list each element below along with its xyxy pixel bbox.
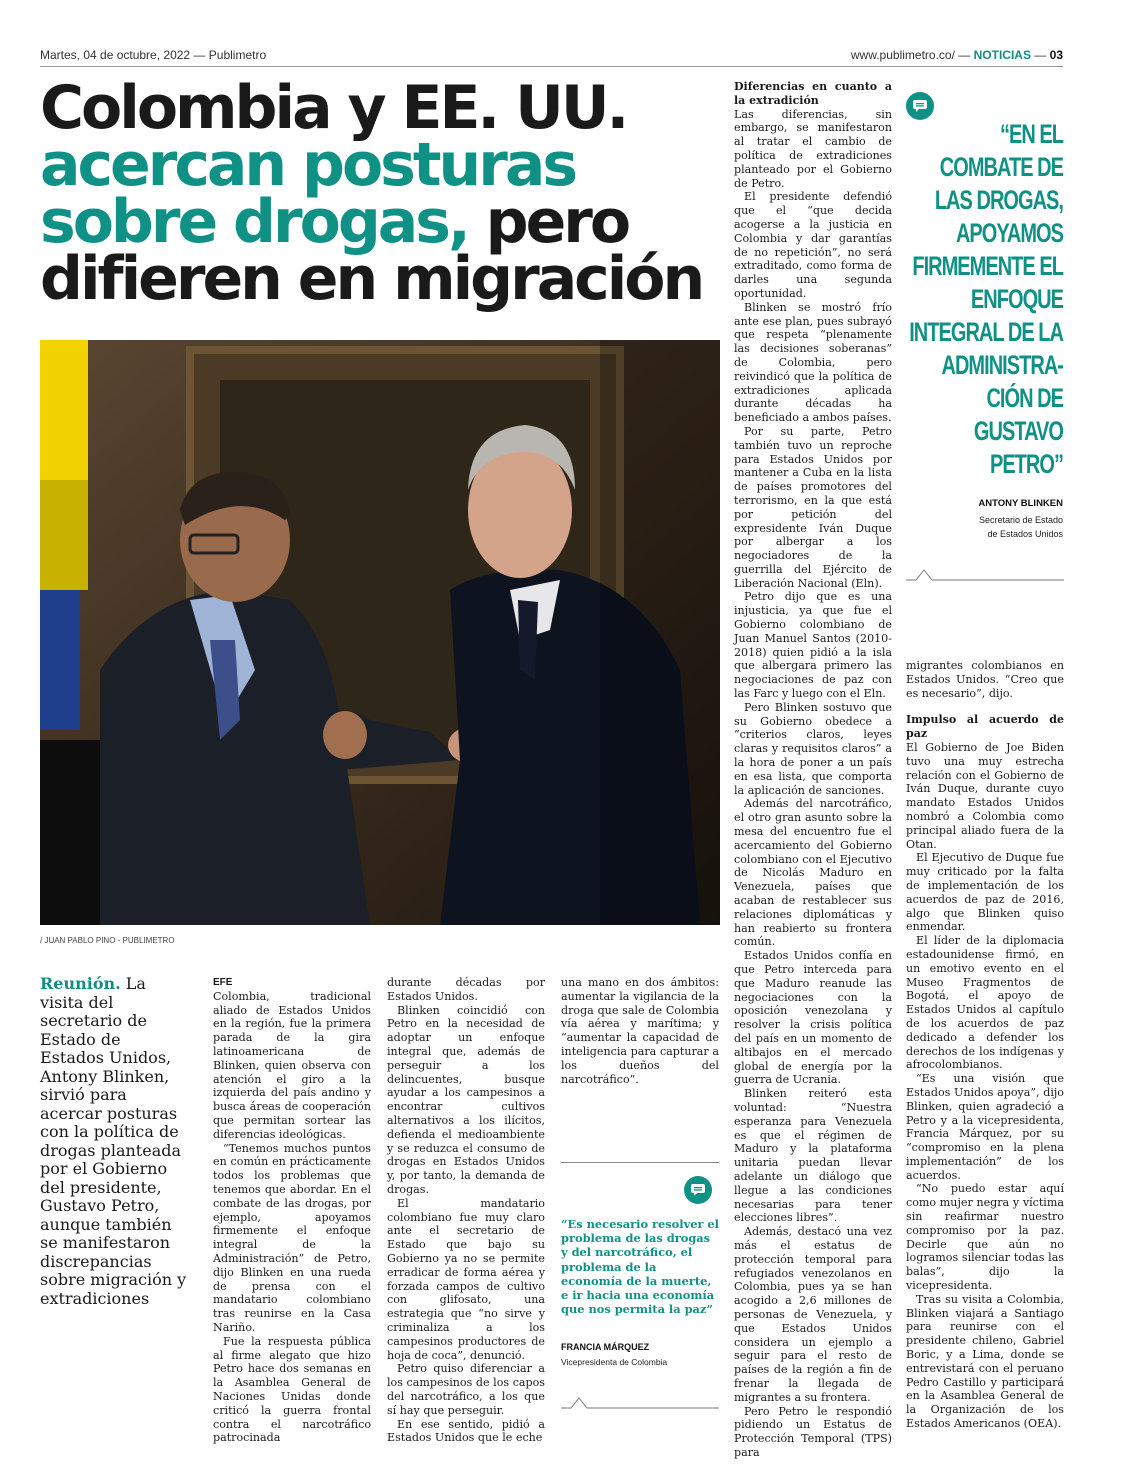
paragraph: durante décadas por Estados Unidos. xyxy=(387,976,545,1003)
header-right xyxy=(851,48,1063,62)
quote-line: APOYAMOS xyxy=(955,218,1063,248)
pull-quote-blinken xyxy=(900,118,1063,481)
headline-line-2: acercan posturas xyxy=(40,130,576,200)
paragraph: Además, destacó una vez más el estatus de protección temporal para refugiados venezolanos en Colombia, pues ya se han acogido a 2,6 millones de personas de Venezuela, y que Estados Unidos considera un ejemplo a seguir para el resto de países de la región a fin de frenar la llegada de migrantes a su frontera. xyxy=(734,1225,892,1404)
paragraph: En ese sentido, pidió a Estados Unidos que le eche xyxy=(387,1417,545,1445)
quote-line: “EN EL xyxy=(999,119,1063,149)
subhead-paz: Impulso al acuerdo de paz xyxy=(906,713,1064,741)
page-separator: — xyxy=(1034,48,1047,62)
quote-rule-bottom xyxy=(561,1396,719,1410)
quote-line: COMBATE DE xyxy=(939,152,1063,182)
paragraph: Colombia, tradicional aliado de Estados Unidos en la región, fue la primera parada de la gira latinoamericana de Blinken, quien observa con atención el giro a la izquierda del país andino y busca áreas de cooperación que permitan sortear las diferencias ideológicas. xyxy=(213,989,371,1141)
photo-illustration xyxy=(40,340,720,925)
pull-quote-role: Vicepresidenta de Colombia xyxy=(561,1357,668,1367)
body-column-4 xyxy=(734,80,892,1460)
lead-text: La visita del secretario de Estado de Estados Unidos, Antony Blinken, sirvió para acercar posturas con la política de drogas planteada por el Gobierno del presidente, Gustavo Petro, aunque también se manifestaron discrepancias sobre migración y extradiciones xyxy=(40,974,187,1308)
headline-line-3-green: sobre drogas, xyxy=(40,187,468,257)
header-rule xyxy=(40,66,1063,67)
subhead-extradicion: Diferencias en cuanto a la extradición xyxy=(734,80,892,107)
paragraph: Blinken se mostró frío ante ese plan, pues subrayó que respeta “plenamente las decisiones soberanas” de Colombia, pero reivindicó que la política de extradiciones aplicada durante décadas ha beneficiado a ambos países. xyxy=(734,300,892,425)
body-column-2 xyxy=(387,976,545,1445)
website-url: www.publimetro.co/ — xyxy=(850,48,971,62)
photo-credit: / JUAN PABLO PINO - PUBLIMETRO xyxy=(40,936,175,945)
paragraph: El presidente defendió que el “que decida acogerse a la justicia en Colombia y dar garantías de no repetición”, no será extraditado, como forma de darles una segunda oportunidad. xyxy=(734,190,892,300)
date-line: Martes, 04 de octubre, 2022 — Publimetro xyxy=(40,48,267,62)
paragraph: Fue la respuesta pública al firme alegato que hizo Petro hace dos semanas en la Asamblea General de Naciones Unidas donde criticó la guerra frontal contra el narcotráfico patrocinada xyxy=(213,1334,371,1445)
quote-line: ENFOQUE xyxy=(970,284,1063,314)
quote-line: FIRMEMENTE EL xyxy=(912,251,1063,281)
paragraph: El Gobierno de Joe Biden tuvo una muy estrecha relación con el Gobierno de Iván Duque, durante cuyo mandato Estados Unidos nombró a Colombia como principal aliado fuera de la Otan. xyxy=(906,740,1064,851)
body-column-3 xyxy=(561,976,719,1086)
quote-speech-icon xyxy=(906,92,934,120)
section-name: NOTICIAS xyxy=(973,48,1031,62)
headline xyxy=(40,73,730,314)
paragraph: “Es una visión que Estados Unidos apoya”, dijo Blinken, quien agradeció a Petro y a la vicepresidenta, Francia Márquez, por su “compromiso en la plena implementación” de los acuerdos. xyxy=(906,1072,1064,1182)
paragraph: Además del narcotráfico, el otro gran asunto sobre la mesa del encuentro fue el acercamiento del Gobierno colombiano con el Ejecutivo de Nicolás Maduro en Venezuela, países que acaban de restablecer sus relaciones diplomáticas y han reabierto su frontera común. xyxy=(734,797,892,949)
paragraph: El Ejecutivo de Duque fue muy criticado por la falta de implementación de los acuerdos de paz de 2016, algo que Blinken quiso enmendar. xyxy=(906,851,1064,934)
quote-line: GUSTAVO xyxy=(973,416,1063,446)
quote-rule-bottom xyxy=(906,568,1064,582)
paragraph: Tras su visita a Colombia, Blinken viajará a Santiago para reunirse con el presidente chileno, Gabriel Boric, y a Lima, donde se entrevistará con el peruano Pedro Castillo y participará en la Asamblea General de la Organización de los Estados Americanos (OEA). xyxy=(906,1292,1064,1431)
pull-quote-marquez: “Es necesario resolver el problema de las drogas y del narcotráfico, el problema de la economía de la muerte, e ir hacia una economía que nos permita la paz” xyxy=(561,1217,720,1317)
lead-paragraph xyxy=(40,975,188,1308)
paragraph: Blinken reiteró esta voluntad: “Nuestra esperanza para Venezuela es que el régimen de Maduro y la plataforma unitaria puedan llevar adelante un diálogo que llegue a las condiciones necesarias para tener elecciones libres”. xyxy=(734,1087,892,1225)
quote-line: ADMINISTRA- xyxy=(941,350,1063,380)
paragraph: Pero Blinken sostuvo que su Gobierno obedece a “criterios claros, leyes claras y requisitos claros” a la hora de poner a un país en esa lista, que comporta la aplicación de sanciones. xyxy=(734,700,892,797)
quote-rule-top xyxy=(561,1162,719,1163)
paragraph: Pero Petro le respondió pidiendo un Estatus de Protección Temporal (TPS) para xyxy=(734,1404,892,1459)
paragraph: una mano en dos ámbitos: aumentar la vigilancia de la droga que sale de Colombia vía aérea y marítima; y “aumentar la capacidad de inteligencia para capturar a los dueños del narcotráfico”. xyxy=(561,976,719,1086)
paragraph: Blinken coincidió con Petro en la necesidad de adoptar un enfoque integral que, además de perseguir a los delincuentes, busque ayudar a los campesinos a encontrar cultivos alternativos a los ilícitos, defienda el medioambiente y se reduzca el consumo de drogas en Estados Unidos y, por tanto, la demanda de drogas. xyxy=(387,1003,545,1196)
paragraph: Petro dijo que es una injusticia, ya que fue el Gobierno colombiano de Juan Manuel Santos (2010-2018) quien pidió a la isla que albergara primero las negociaciones de paz con las Farc y luego con el Eln. xyxy=(734,590,892,701)
paragraph: “Tenemos muchos puntos en común en prácticamente todos los problemas que tenemos que abordar. En el combate de las drogas, por ejemplo, apoyamos firmemente el enfoque integral de la Administración” de Petro, dijo Blinken en una rueda de prensa con el mandatario colombiano tras reunirse en la Casa Nariño. xyxy=(213,1141,371,1334)
pull-quote-author: FRANCIA MÁRQUEZ xyxy=(561,1342,650,1352)
headline-line-4: difieren en migración xyxy=(40,244,703,314)
paragraph: migrantes colombianos en Estados Unidos. “Creo que es necesario”, dijo. xyxy=(906,659,1064,700)
paragraph: El mandatario colombiano fue muy claro ante el secretario de Estado que bajo su Gobierno ya no se permite erradicar de forma aérea y forzada campos de cultivo con glifosato, una estrategia que “no sirve y criminaliza a los campesinos productores de hoja de coca”, denunció. xyxy=(387,1196,545,1362)
quote-line: PETRO” xyxy=(989,449,1063,479)
quote-speech-icon xyxy=(684,1176,712,1204)
byline: EFE xyxy=(213,977,233,988)
quote-line: INTEGRAL DE LA xyxy=(909,317,1063,347)
headline-line-3-dark: pero xyxy=(467,187,629,257)
main-photo xyxy=(40,340,720,925)
paragraph: Por su parte, Petro también tuvo un reproche para Estados Unidos por mantener a Cuba en la lista de países promotores del terrorismo, en la que está por petición del expresidente Iván Duque por albergar a los negociadores de la guerrilla del Ejército de Liberación Nacional (Eln). xyxy=(734,424,892,590)
page-number: 03 xyxy=(1049,48,1063,62)
lead-keyword: Reunión. xyxy=(40,974,121,993)
headline-line-3 xyxy=(40,187,730,257)
body-column-5 xyxy=(906,659,1064,1431)
paragraph: El líder de la diplomacia estadounidense firmó, en un emotivo evento en el Museo Fragmentos de Bogotá, el apoyo de Estados Unidos al capítulo de los acuerdos de paz dedicado a defender los derechos de los indígenas y afrocolombianos. xyxy=(906,934,1064,1072)
paragraph: Estados Unidos confía en que Petro interceda para que Maduro reanude las negociaciones con la oposición venezolana y resolver la crisis política del país en un momento de altibajos en el mercado global de energía por la guerra de Ucrania. xyxy=(734,949,892,1087)
body-column-1 xyxy=(213,976,371,1445)
quote-line: CIÓN DE xyxy=(986,383,1063,413)
pull-quote-author: ANTONY BLINKEN xyxy=(978,498,1063,509)
paragraph: “No puedo estar aquí como mujer negra y víctima sin reafirmar nuestro compromiso por la paz. Decirle que aún no logramos silenciar todas las balas”, dijo la vicepresidenta. xyxy=(906,1182,1064,1293)
headline-line-1: Colombia y EE. UU. xyxy=(40,73,627,143)
paragraph: Petro quiso diferenciar a los campesinos de los capos del narcotráfico, a los que sí hay que perseguir. xyxy=(387,1362,545,1417)
quote-line: LAS DROGAS, xyxy=(934,185,1063,215)
pull-quote-role-1: Secretario de Estado xyxy=(978,515,1063,525)
paragraph: Las diferencias, sin embargo, se manifestaron al tratar el cambio de política de extradiciones planteado por el Gobierno de Petro. xyxy=(734,107,892,190)
pull-quote-role-2: de Estados Unidos xyxy=(987,529,1063,539)
